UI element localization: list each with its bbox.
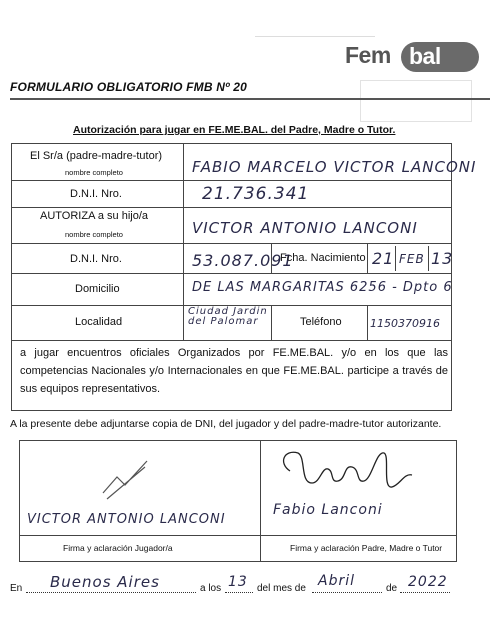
phone-value: 1150370916: [370, 317, 440, 330]
place-dotted-line: [26, 592, 196, 593]
guardian-signature-name: Fabio Lanconi: [273, 502, 383, 518]
day-dotted-line: [225, 592, 253, 593]
player-signature-mark: [95, 455, 155, 505]
birth-year: 13: [431, 249, 454, 268]
row-divider: [11, 207, 452, 208]
guardian-signature-caption: Firma y aclaración Padre, Madre o Tutor: [290, 543, 443, 553]
guardian-dni: 21.736.341: [202, 184, 310, 204]
cell-divider: [367, 243, 368, 273]
row-divider: [11, 180, 452, 181]
cell-divider: [271, 305, 272, 340]
phone-label: Teléfono: [300, 316, 342, 328]
authorization-paragraph: a jugar encuentros oficiales Organizados por FE.ME.BAL. y/o en los que las competencias Nacionales y/o Internacionales en que FE.ME.BAL. participe a través de sus equipos representativos.: [20, 347, 448, 395]
birth-month: FEB: [399, 252, 425, 266]
title-divider: [10, 98, 490, 100]
footer-en-label: En: [10, 583, 23, 594]
cell-divider: [367, 305, 368, 340]
bleed-through-box: [360, 80, 472, 122]
dni-label: D.N.I. Nro.: [70, 188, 122, 200]
date-separator: [395, 246, 396, 271]
footer-place: Buenos Aires: [50, 573, 160, 591]
signature-caption-divider: [19, 535, 457, 536]
address-label: Domicilio: [75, 283, 120, 295]
footer-a-los-label: a los: [200, 583, 222, 594]
guardian-name: FABIO MARCELO VICTOR LANCONI: [192, 158, 477, 176]
row-divider: [11, 273, 452, 274]
guardian-label: El Sr/a (padre-madre-tutor): [30, 150, 163, 162]
player-signature-name: VICTOR ANTONIO LANCONI: [27, 512, 226, 527]
month-dotted-line: [312, 592, 382, 593]
footer-year: 2022: [408, 574, 448, 590]
logo-text-right: bal: [409, 43, 441, 69]
dni-label: D.N.I. Nro.: [70, 253, 122, 265]
footer-month: Abril: [318, 573, 355, 589]
signature-divider: [260, 440, 261, 562]
address-value: DE LAS MARGARITAS 6256 - Dpto 6: [192, 280, 453, 295]
row-divider: [11, 340, 452, 341]
guardian-signature-mark: [272, 443, 422, 503]
footer-mes-label: del mes de: [257, 583, 306, 594]
attachment-note: A la presente debe adjuntarse copia de DNI, del jugador y del padre-madre-tutor autorizante.: [10, 418, 442, 430]
fullname-caption: nombre completo: [65, 230, 123, 239]
year-dotted-line: [400, 592, 450, 593]
form-subtitle: Autorización para jugar en FE.ME.BAL. del Padre, Madre o Tutor.: [73, 124, 396, 136]
player-signature-caption: Firma y aclaración Jugador/a: [63, 543, 173, 553]
birthdate-label: Fcha. Nacimiento: [280, 252, 366, 264]
player-name: VICTOR ANTONIO LANCONI: [192, 219, 418, 237]
date-separator: [428, 246, 429, 271]
label-column-divider: [183, 143, 184, 340]
locality-label: Localidad: [75, 316, 123, 328]
logo-text-left: Fem: [345, 42, 391, 68]
locality-value: Ciudad Jardin del Palomar: [188, 306, 268, 327]
birth-day: 21: [372, 249, 395, 268]
footer-de-label: de: [386, 583, 398, 594]
bleed-through-mark: [255, 28, 375, 37]
player-dni: 53.087.091: [192, 251, 294, 270]
authorizes-label: AUTORIZA a su hijo/a: [40, 210, 149, 222]
femebal-logo: [345, 42, 480, 76]
form-title: FORMULARIO OBLIGATORIO FMB Nº 20: [10, 80, 248, 94]
footer-day: 13: [228, 574, 248, 590]
row-divider: [11, 243, 452, 244]
fullname-caption: nombre completo: [65, 168, 123, 177]
